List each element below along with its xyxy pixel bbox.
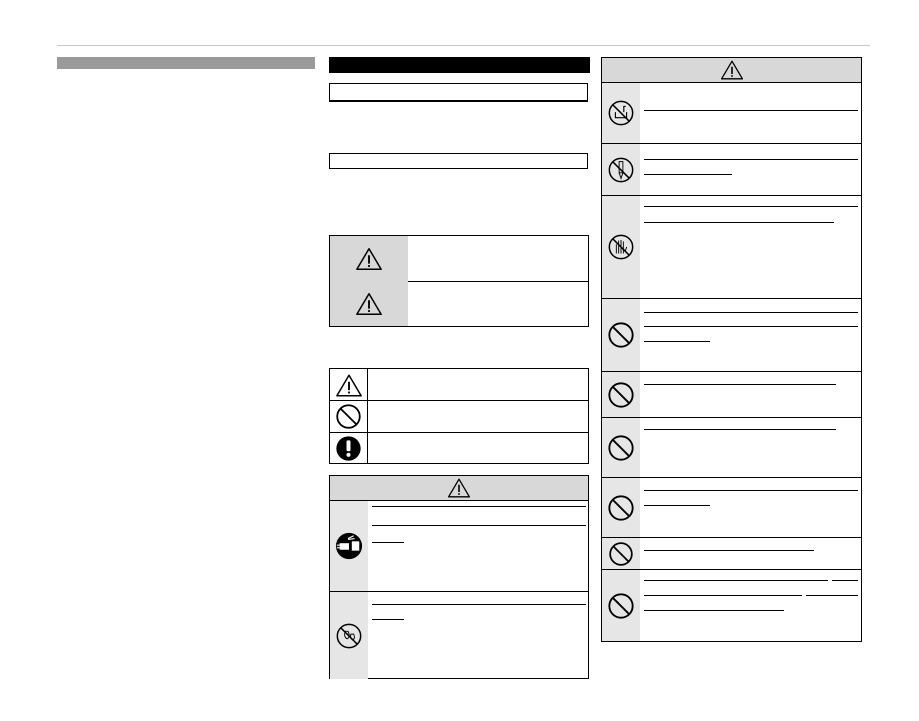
warning-table-middle: [329, 475, 589, 679]
prohibited-icon: [607, 434, 635, 462]
prohibited-icon: [607, 494, 635, 522]
warning-icon-cell: [602, 83, 640, 143]
prohibited-icon: [607, 592, 635, 620]
warning-icon-cell: [602, 418, 640, 477]
unplug-icon: [335, 532, 363, 560]
no-bath-icon: [607, 99, 635, 127]
warning-triangle-icon: [355, 246, 383, 272]
warning-row: [330, 501, 588, 591]
subheading-box-1: [329, 83, 588, 102]
warning-level-cell: [330, 281, 408, 326]
warning-icon-cell: [602, 570, 640, 641]
warning-icon-cell: [602, 196, 640, 298]
warning-icon-cell: [330, 592, 368, 679]
warning-row: [602, 143, 861, 195]
warning-table-right: [601, 57, 862, 642]
title-bar: [329, 57, 590, 73]
section-label-bar: [57, 57, 315, 69]
prohibited-icon: [607, 321, 635, 349]
warning-icon-cell: [602, 478, 640, 537]
subheading-box-2: [329, 153, 588, 169]
warning-triangle-icon: [335, 373, 363, 398]
warning-row: [602, 569, 861, 641]
warning-level-table: [329, 235, 589, 327]
no-touch-icon: [607, 233, 635, 261]
warning-triangle-icon: [355, 291, 383, 317]
no-disassembly-icon: [607, 156, 635, 184]
legend-row: [330, 369, 588, 401]
warning-icon-cell: [602, 372, 640, 417]
warning-table-header: [602, 58, 861, 83]
warning-icon-cell: [602, 299, 640, 371]
warning-row: [602, 298, 861, 371]
warning-icon-cell: [602, 538, 640, 569]
warning-row: [602, 371, 861, 417]
warning-row: [602, 195, 861, 298]
mandatory-action-icon: [335, 435, 362, 462]
symbol-legend-table: [329, 368, 589, 464]
warning-level-cell: [330, 236, 408, 281]
warning-level-row: [330, 236, 588, 282]
prohibited-icon: [608, 541, 634, 567]
prohibited-icon: [607, 381, 635, 409]
warning-triangle-icon: [720, 59, 744, 81]
warning-icon-cell: [602, 144, 640, 195]
warning-row: [330, 591, 588, 679]
warning-row: [602, 477, 861, 537]
no-water-icon: [335, 622, 363, 650]
warning-row: [602, 83, 861, 143]
warning-triangle-icon: [447, 477, 471, 499]
legend-row: [330, 432, 588, 464]
warning-level-row: [330, 281, 588, 326]
warning-row: [602, 537, 861, 569]
warning-table-header: [330, 476, 588, 501]
prohibited-icon: [335, 403, 362, 430]
warning-icon-cell: [330, 501, 368, 591]
header-rule: [57, 45, 870, 46]
legend-row: [330, 400, 588, 432]
warning-row: [602, 417, 861, 477]
